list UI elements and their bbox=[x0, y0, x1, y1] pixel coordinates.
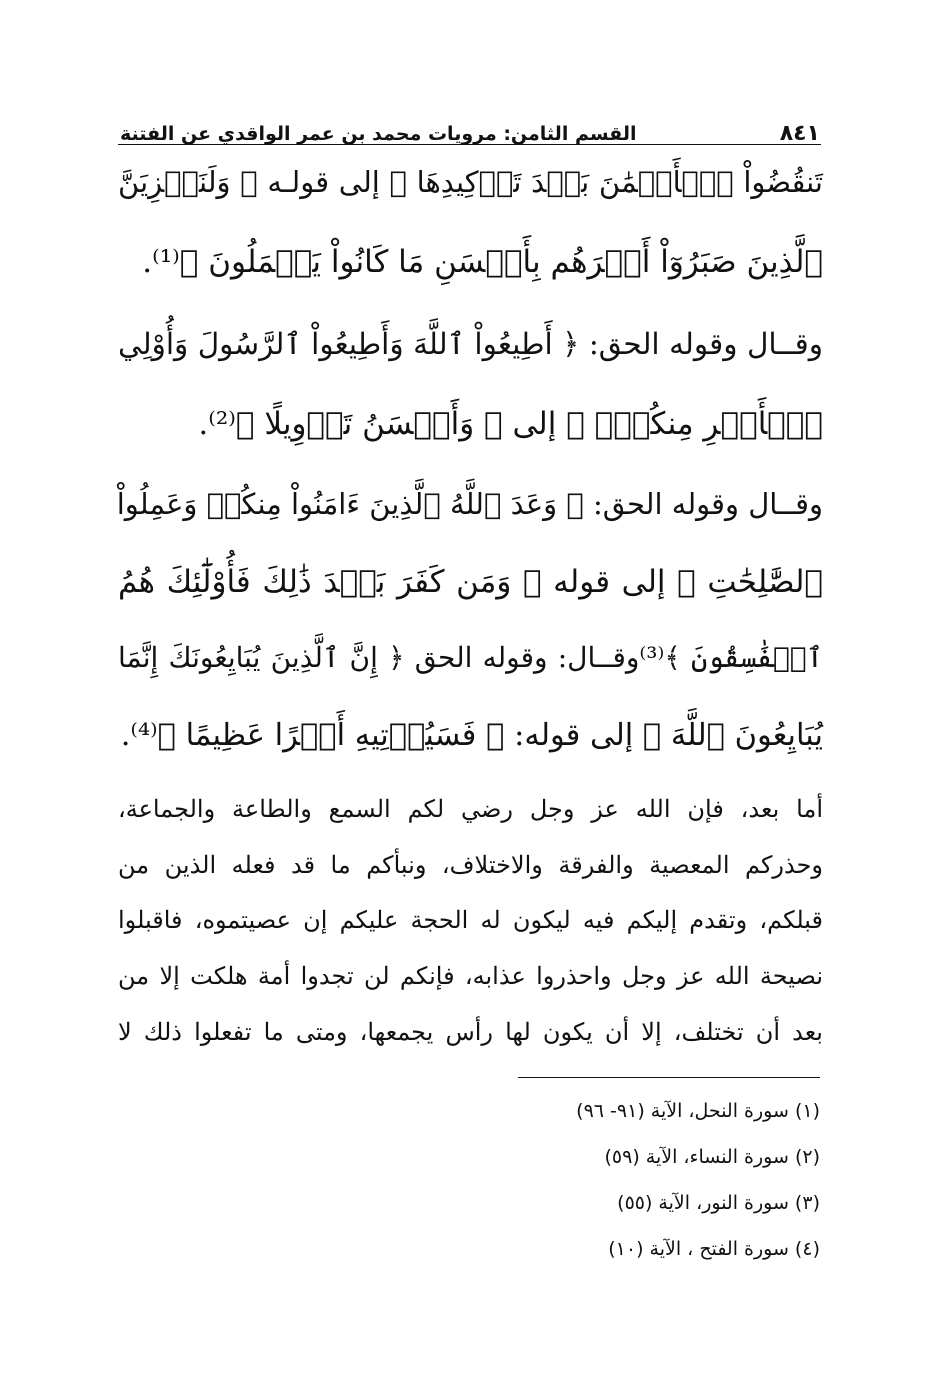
prose-line: قبلكم، وتقدم إليكم فيه ليكون له الحجة عليكم إن عصيتموه، فاقبلوا bbox=[118, 906, 823, 934]
running-header bbox=[120, 112, 820, 146]
footnote-1: (١) سورة النحل، الآية (٩١- ٩٦) bbox=[576, 1100, 820, 1122]
verse-line: وقــال وقوله الحق: ﴿ وَعَدَ ٱللَّهُ ٱلَّذِينَ ءَامَنُواْ مِنكُمۡ وَعَمِلُواْ bbox=[116, 487, 823, 521]
prose-line: وحذركم المعصية والفرقة والاختلاف، ونبأكم ما قد فعله الذين من bbox=[118, 851, 823, 879]
footnote-4: (٤) سورة الفتح ، الآية (١٠) bbox=[608, 1238, 820, 1260]
verse-line: يُبَايِعُونَ ٱللَّهَ ﴾ إلى قوله: ﴿ فَسَيُؤۡتِيهِ أَجۡرًا عَظِيمًا ﴾⁽⁴⁾. bbox=[120, 718, 823, 753]
prose-line: أما بعد، فإن الله عز وجل رضي لكم السمع والطاعة والجماعة، bbox=[118, 795, 823, 823]
running-title: القسم الثامن: مرويات محمد بن عمر الواقدي عن الفتنة bbox=[120, 123, 637, 145]
verse-line: وقــال وقوله الحق: ﴿ أَطِيعُواْ ٱللَّهَ وَأَطِيعُواْ ٱلرَّسُولَ وَأُوْلِي bbox=[118, 327, 823, 361]
verse-line: ٱلۡأَمۡرِ مِنكُمۡۖ ﴾ إلى ﴿ وَأَحۡسَنُ تَأۡوِيلًا ﴾⁽²⁾. bbox=[198, 406, 823, 442]
page-number: ٨٤١ bbox=[779, 121, 820, 146]
footnote-3: (٣) سورة النور، الآية (٥٥) bbox=[617, 1192, 820, 1214]
prose-line: نصيحة الله عز وجل واحذروا عذابه، فإنكم لن تجدوا أمة هلكت إلا من bbox=[118, 962, 823, 990]
footnote-rule bbox=[518, 1077, 820, 1078]
verse-line: تَنقُضُواْ ٱلۡأَيۡمَٰنَ بَعۡدَ تَوۡكِيدِهَا ﴾ إلى قولـه ﴿ وَلَنَجۡزِيَنَّ bbox=[118, 165, 823, 199]
prose-line: بعد أن تختلف، إلا أن يكون لها رأس يجمعها، ومتى ما تفعلوا ذلك لا bbox=[118, 1018, 823, 1046]
footnote-2: (٢) سورة النساء، الآية (٥٩) bbox=[604, 1146, 820, 1168]
verse-line: ٱلَّذِينَ صَبَرُوٓاْ أَجۡرَهُم بِأَحۡسَنِ مَا كَانُواْ يَعۡمَلُونَ ﴾⁽¹⁾. bbox=[142, 244, 823, 280]
header-rule bbox=[118, 144, 821, 145]
verse-line: ٱلصَّٰلِحَٰتِ ﴾ إلى قوله ﴿ وَمَن كَفَرَ بَعۡدَ ذَٰلِكَ فَأُوْلَٰٓئِكَ هُمُ bbox=[118, 564, 823, 600]
verse-line: ٱلۡفَٰسِقُونَ ﴾⁽³⁾وقــال: وقوله الحق ﴿ إِنَّ ٱلَّذِينَ يُبَايِعُونَكَ إِنَّمَا bbox=[118, 641, 823, 674]
